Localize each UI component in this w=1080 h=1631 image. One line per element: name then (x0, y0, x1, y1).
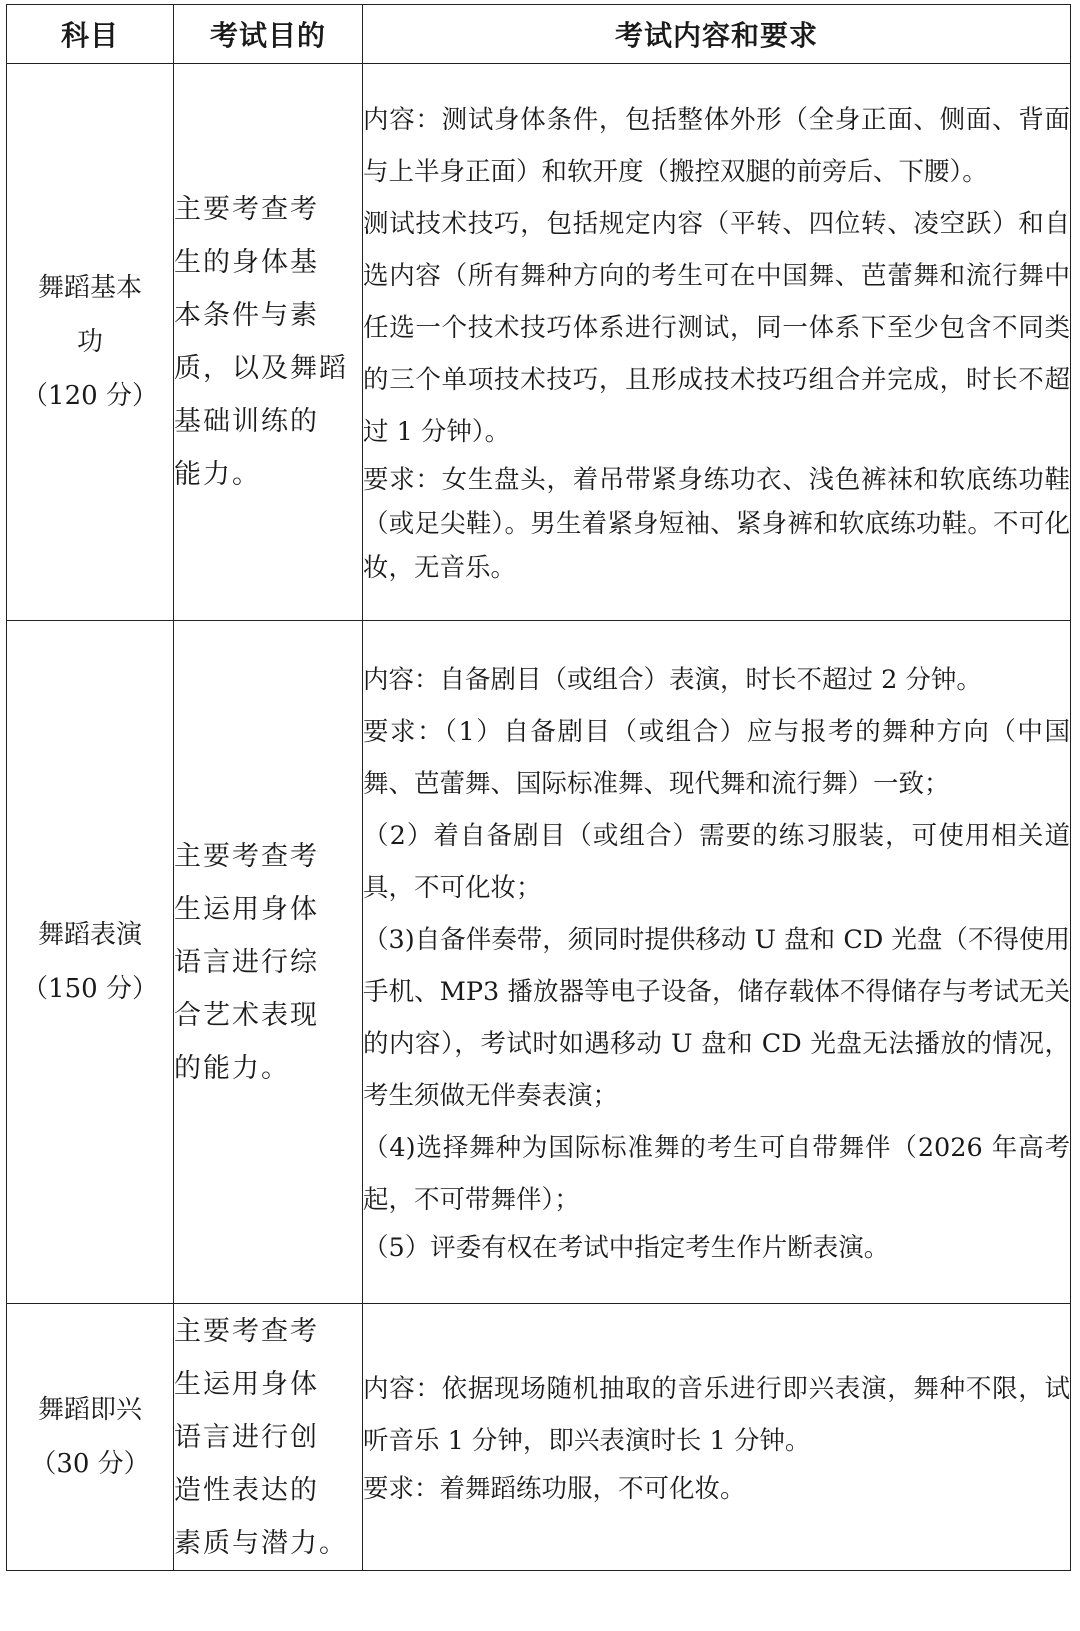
content-paragraph: 内容：自备剧目（或组合）表演，时长不超过 2 分钟。 (363, 665, 982, 695)
purpose-line: 质，以及舞蹈 (174, 353, 348, 384)
table-row (7, 621, 1071, 1304)
subject-line: 舞蹈表演 (37, 920, 142, 950)
subject-cell (7, 64, 174, 621)
purpose-line: 生运用身体 (174, 893, 319, 925)
content-paragraph: 要求：（1）自备剧目（或组合）应与报考的舞种方向（中国舞、芭蕾舞、国际标准舞、现代舞和流行舞）一致； (363, 717, 1070, 799)
content-paragraph: （5）评委有权在考试中指定考生作片断表演。 (363, 1233, 890, 1263)
content-paragraph: 内容：依据现场随机抽取的音乐进行即兴表演，舞种不限，试听音乐 1 分钟，即兴表演时长 1 分钟。 (363, 1374, 1070, 1456)
purpose-line: 生运用身体 (174, 1368, 319, 1400)
purpose-line: 主要考查考 (174, 194, 319, 225)
purpose-line: 造性表达的 (174, 1474, 319, 1506)
purpose-line: 素质与潜力。 (174, 1527, 348, 1559)
content-paragraph: （3)自备伴奏带，须同时提供移动 U 盘和 CD 光盘（不得使用手机、MP3 播放器等电子设备，储存载体不得储存与考试无关的内容），考试时如遇移动 U 盘和 CD 光盘无法播放的情况，考生须做无伴奏表演； (363, 925, 1070, 1111)
purpose-line: 合艺术表现 (174, 999, 319, 1031)
purpose-line: 能力。 (174, 459, 261, 490)
purpose-line: 生的身体基 (174, 247, 319, 278)
content-paragraph: 要求：女生盘头，着吊带紧身练功衣、浅色裤袜和软底练功鞋（或足尖鞋）。男生着紧身短袖、紧身裤和软底练功鞋。不可化妆，无音乐。 (363, 465, 1070, 583)
table-row (7, 64, 1071, 621)
table-row (7, 1304, 1071, 1571)
subject-line: 功 (76, 327, 103, 357)
purpose-line: 主要考查考 (174, 840, 319, 872)
purpose-line: 的能力。 (174, 1052, 290, 1084)
purpose-line: 语言进行创 (174, 1421, 319, 1453)
purpose-line: 主要考查考 (174, 1315, 319, 1347)
subject-score: （150 分） (22, 974, 158, 1004)
subject-line: 舞蹈基本 (37, 273, 142, 303)
purpose-line: 本条件与素 (174, 300, 319, 331)
header-purpose: 考试目的 (174, 5, 363, 64)
subject-cell (7, 1304, 174, 1571)
content-cell (363, 64, 1071, 621)
content-paragraph: 要求：着舞蹈练功服，不可化妆。 (363, 1474, 746, 1504)
subject-line: 舞蹈即兴 (37, 1395, 142, 1425)
exam-requirements-table (6, 4, 1071, 1571)
content-paragraph: （4)选择舞种为国际标准舞的考生可自带舞伴（2026 年高考起，不可带舞伴）； (363, 1133, 1070, 1215)
subject-score: （120 分） (22, 381, 158, 411)
content-cell (363, 1304, 1071, 1571)
purpose-line: 语言进行综 (174, 946, 319, 978)
content-paragraph: （2）着自备剧目（或组合）需要的练习服装，可使用相关道具，不可化妆； (363, 821, 1070, 903)
subject-cell (7, 621, 174, 1304)
content-paragraph: 测试技术技巧，包括规定内容（平转、四位转、凌空跃）和自选内容（所有舞种方向的考生可在中国舞、芭蕾舞和流行舞中任选一个技术技巧体系进行测试，同一体系下至少包含不同类的三个单项技术技巧，且形成技术技巧组合并完成，时长不超过 1 分钟）。 (363, 209, 1070, 447)
purpose-cell (174, 1304, 363, 1571)
content-cell (363, 621, 1071, 1304)
header-content: 考试内容和要求 (363, 5, 1071, 64)
table-header-row (7, 5, 1071, 64)
content-paragraph: 内容：测试身体条件，包括整体外形（全身正面、侧面、背面与上半身正面）和软开度（搬控双腿的前旁后、下腰）。 (363, 105, 1070, 187)
header-subject: 科目 (7, 5, 174, 64)
purpose-cell (174, 621, 363, 1304)
purpose-cell (174, 64, 363, 621)
purpose-line: 基础训练的 (174, 406, 319, 437)
subject-score: （30 分） (30, 1449, 150, 1479)
